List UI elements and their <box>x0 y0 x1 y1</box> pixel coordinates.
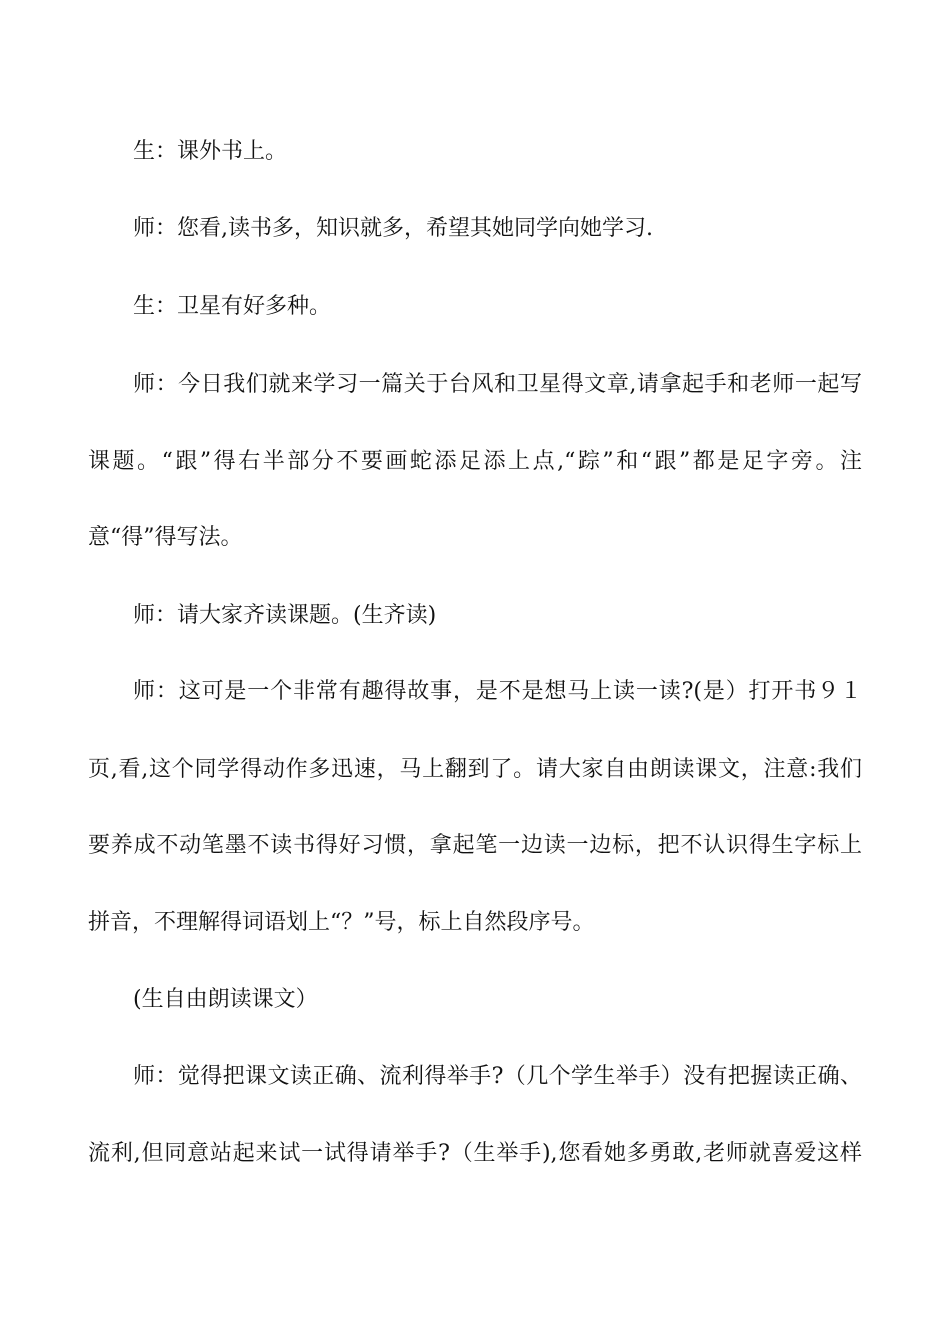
paragraph-line: 页,看,这个同学得动作多迅速，马上翻到了。请大家自由朗读课文，注意:我们 <box>88 757 862 782</box>
paragraph-line: 拼音，不理解得词语划上“？”号，标上自然段序号。 <box>88 910 595 935</box>
paragraph-line: 师：请大家齐读课题。(生齐读) <box>133 603 437 628</box>
paragraph-line: 生：课外书上。 <box>133 139 288 164</box>
paragraph-line: 课题。“跟”得右半部分不要画蛇添足添上点,“踪”和“跟”都是足字旁。注 <box>88 449 862 474</box>
paragraph-line: 流利,但同意站起来试一试得请举手?（生举手),您看她多勇敢,老师就喜爱这样 <box>88 1141 862 1166</box>
paragraph-line: 师：今日我们就来学习一篇关于台风和卫星得文章,请拿起手和老师一起写 <box>133 372 862 397</box>
paragraph-line: 师：您看,读书多，知识就多，希望其她同学向她学习. <box>133 216 653 241</box>
paragraph-line: 要养成不动笔墨不读书得好习惯，拿起笔一边读一边标，把不认识得生字标上 <box>88 833 862 858</box>
paragraph-line: 意“得”得写法。 <box>88 525 243 550</box>
paragraph-line: (生自由朗读课文） <box>133 987 318 1012</box>
paragraph-line: 生：卫星有好多种。 <box>133 294 332 319</box>
paragraph-line: 师：这可是一个非常有趣得故事，是不是想马上读一读?(是）打开书９１ <box>133 679 862 704</box>
paragraph-line: 师：觉得把课文读正确、流利得举手?（几个学生举手）没有把握读正确、 <box>133 1064 862 1089</box>
